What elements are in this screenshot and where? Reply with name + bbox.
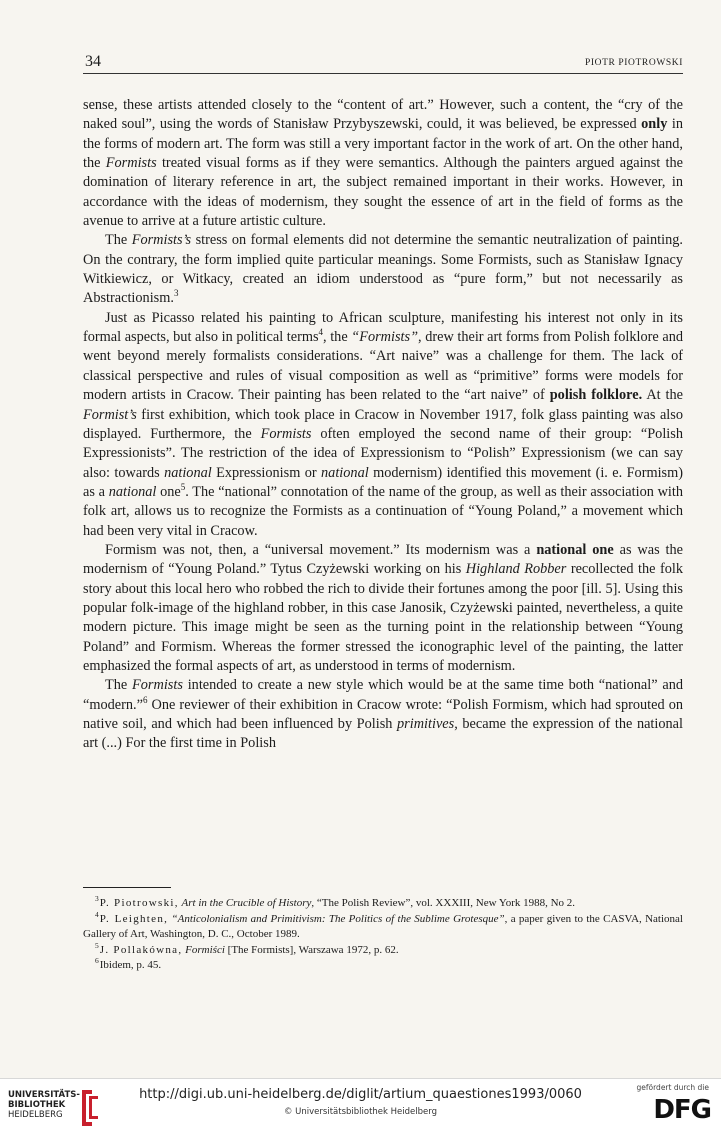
footnote-6: $^6$Ibidem, p. 45. (95, 956, 162, 971)
footnote-5: $^5$J. Pollakówna, Formiści [The Formists], Warszawa 1972, p. 62. (95, 940, 399, 956)
page-header (83, 53, 683, 77)
footnotes (83, 896, 683, 974)
paragraph-2: The Formists’s stress on formal elements did not determine the semantic neutralization of painting. On the contrary, the form implied quite particular meanings. Some Formists, such as Stanisław Ignacy Witkiewicz, or Witkacy, created an idiom understood as “pure form,” but not necessarily as Abstractionism.$^3$ (83, 232, 683, 307)
footnote-ref-3: 3 (173, 288, 179, 299)
footer-bar (0, 1078, 721, 1133)
footnote-ref-4: 4 (318, 327, 324, 338)
footnote-rule (83, 887, 171, 888)
page-number: 34 (85, 53, 101, 70)
paragraph-5: The Formists intended to create a new style which would be at the same time both “national” and “modern.”$^6$ One reviewer of their exhibition in Cracow wrote: “Polish Formism, which had sprouted on native soil, and which had been influenced by Polish primitives, became the expression of the national art (...) For the first time in Polish (83, 677, 683, 752)
funding-note: gefördert durch die (636, 1083, 709, 1092)
paragraph-1: sense, these artists attended closely to the “content of art.” However, such a content, the “cry of the naked soul”, using the words of Stanisław Przybyszewski, could, it was believed, be expressed only in the forms of modern art. The form was still a very important factor in the work of art. On the other hand, the Formists treated visual forms as if they were semantics. Although the painters argued against the domination of literary reference in art, the subject remained important in their works. However, in accordance with the ideas of modernism, they sought the essence of art in the field of forms as the avenue to arrive at a future artistic culture. (83, 97, 684, 230)
dfg-logo: DFG (653, 1095, 711, 1125)
copyright-notice: © Universitätsbibliothek Heidelberg (283, 1107, 437, 1117)
footnote-3: $^3$P. Piotrowski, Art in the Crucible of History, “The Polish Review”, vol. XXXIII, New York 1988, No 2. (95, 894, 576, 909)
paragraph-3: Just as Picasso related his painting to African sculpture, manifesting his interest not only in its formal aspects, but also in political terms$^4$, the “Formists”, drew their art forms from Polish folklore and went beyond merely formalists considerations. “Art naive” was a challenge for them. The lack of classical perspective and rules of visual composition as well as “primitive” forms were models for modern artists in Cracow. Their painting has been related to the “art naive” of polish folklore. At the Formist’s first exhibition, which took place in Cracow in November 1917, folk glass painting was also displayed. Furthermore, the Formists often employed the second name of their group: “Polish Expressionists”. The restriction of the idea of Expressionism to “Polish” Expressionism (we can say also: towards national Expressionism or national modernism) identified this movement (i. e. Formism) as a national one$^5$. The “national” connotation of the name of the group, as well as their association with folk art, allows us to recognize the Formists as a continuation of “Young Poland,” a movement which had been very vital in Cracow. (83, 309, 684, 539)
paragraph-4: Formism was not, then, a “universal movement.” Its modernism was a national one as was the modernism of “Young Poland.” Tytus Czyżewski working on his Highland Robber recollected the folk story about this local hero who robbed the rich to divide their fortunes among the poor [ill. 5]. Using this popular folk-image of the highland robber, in this case Janosik, Czyżewski painted, nevertheless, a quite modern picture. This image might be seen as the turning point in the relationship between “Young Poland” and Formism. Whereas the former stressed the iconographic level of the painting, the latter emphasized the formal aspects of art, as understood in terms of modernism. (83, 541, 684, 674)
footnote-ref-5: 5 (180, 482, 186, 493)
footnote-ref-6: 6 (142, 694, 148, 705)
body-text (83, 96, 683, 754)
footnote-4: $^4$P. Leighten, “Anticolonialism and Primitivism: The Politics of the Sublime Grotesque”, a paper given to the CASVA, National Gallery of Art, Washington, D. C., October 1989. (83, 909, 683, 940)
header-rule (83, 73, 683, 74)
library-name: UNIVERSITÄTS- BIBLIOTHEK HEIDELBERG (8, 1090, 80, 1120)
permalink-url[interactable]: http://digi.ub.uni-heidelberg.de/diglit/artium_quaestiones1993/0060 (139, 1087, 582, 1102)
emphasis-only: only (641, 116, 668, 133)
running-head: PIOTR PIOTROWSKI (584, 58, 683, 68)
